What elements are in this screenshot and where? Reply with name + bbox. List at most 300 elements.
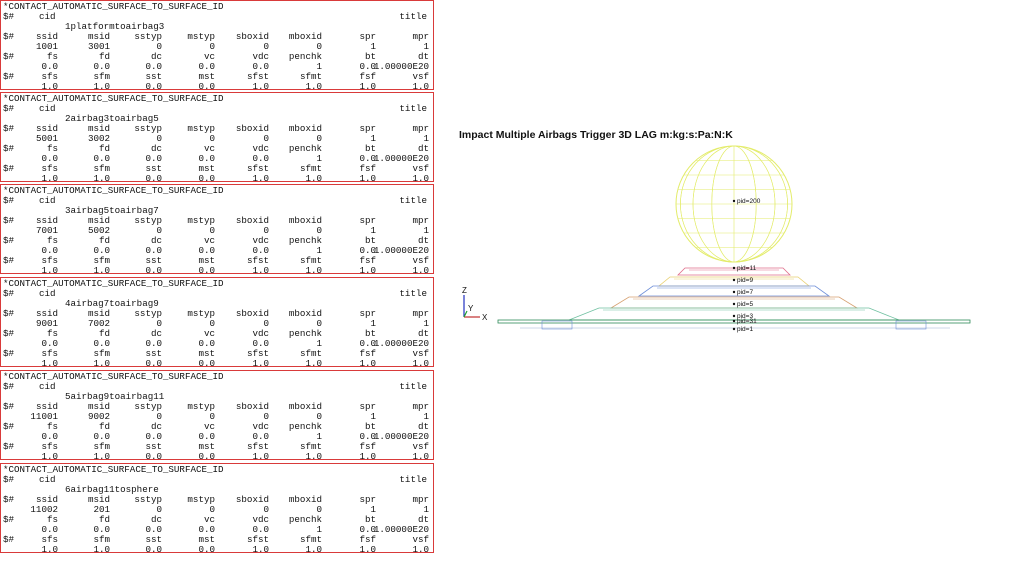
- field-value: 5001: [35, 133, 58, 144]
- field-header: vc: [203, 421, 215, 432]
- field-header: dt: [417, 51, 429, 62]
- field-value: 1: [316, 338, 322, 349]
- field-header: sfm: [93, 163, 110, 174]
- field-value: 0.0: [198, 153, 215, 164]
- field-header: vc: [203, 514, 215, 525]
- field-value: 0.0: [198, 338, 215, 349]
- field-value: 0: [263, 41, 269, 52]
- field-header: ssid: [35, 494, 58, 505]
- field-header: bt: [364, 328, 376, 339]
- field-value: 0.0: [93, 153, 110, 164]
- field-value: 201: [93, 504, 110, 515]
- field-header: sfst: [246, 534, 269, 545]
- field-header: dc: [150, 514, 162, 525]
- contact-name: 1platformtoairbag3: [65, 21, 165, 32]
- field-value: 0.0: [198, 524, 215, 535]
- field-value: 0: [263, 133, 269, 144]
- comment-prefix: $#: [3, 195, 15, 206]
- field-header: mstyp: [187, 494, 215, 505]
- field-value: 0.0: [93, 245, 110, 256]
- field-header: penchk: [288, 514, 322, 525]
- field-value: 1: [423, 133, 429, 144]
- field-value: 1.00000E20: [373, 338, 429, 349]
- field-value: 0.0: [145, 153, 162, 164]
- field-header: vsf: [412, 348, 429, 359]
- field-header: mboxid: [288, 308, 322, 319]
- comment-prefix: $#: [3, 11, 15, 22]
- field-header: sstyp: [134, 31, 162, 42]
- field-header: msid: [87, 215, 110, 226]
- card-line: [1, 266, 435, 276]
- field-header: vdc: [252, 51, 269, 62]
- field-header: fsf: [359, 163, 376, 174]
- field-header: ssid: [35, 31, 58, 42]
- field-value: 9001: [35, 318, 58, 329]
- axis-y-label: Y: [468, 304, 474, 313]
- field-header: sstyp: [134, 123, 162, 134]
- field-value: 0.0: [145, 524, 162, 535]
- contact-card[interactable]: [0, 463, 434, 553]
- field-value: 0.0: [145, 338, 162, 349]
- field-header: vc: [203, 143, 215, 154]
- field-value: 1.0: [412, 81, 429, 92]
- field-value: 0.0: [252, 431, 269, 442]
- field-header: sstyp: [134, 401, 162, 412]
- field-value: 1.0: [93, 358, 110, 369]
- field-value: 5002: [87, 225, 110, 236]
- field-value: 0: [316, 133, 322, 144]
- field-value: 1: [370, 41, 376, 52]
- field-value: 0: [263, 225, 269, 236]
- field-value: 7001: [35, 225, 58, 236]
- field-header: sboxid: [235, 123, 269, 134]
- field-value: 0: [156, 133, 162, 144]
- field-header: sfst: [246, 348, 269, 359]
- field-header: ssid: [35, 401, 58, 412]
- field-header: sfs: [41, 163, 58, 174]
- field-header: sst: [145, 348, 162, 359]
- field-header: mstyp: [187, 401, 215, 412]
- contact-name: 4airbag7toairbag9: [65, 298, 159, 309]
- field-value: 0: [156, 225, 162, 236]
- field-header: vdc: [252, 514, 269, 525]
- field-header: mst: [198, 71, 215, 82]
- model-viewport[interactable]: [450, 120, 1024, 350]
- field-value: 0.0: [198, 173, 215, 184]
- field-value: 1: [370, 133, 376, 144]
- field-header: sboxid: [235, 31, 269, 42]
- field-header: penchk: [288, 143, 322, 154]
- row-prefix: $#: [3, 215, 15, 226]
- field-header: mstyp: [187, 31, 215, 42]
- field-header: mpr: [412, 494, 429, 505]
- field-value: 0.0: [252, 338, 269, 349]
- field-value: 0.0: [198, 61, 215, 72]
- field-value: 9002: [87, 411, 110, 422]
- row-prefix: $#: [3, 328, 15, 339]
- field-header: fsf: [359, 71, 376, 82]
- field-value: 1.0: [93, 451, 110, 462]
- field-header: sfs: [41, 441, 58, 452]
- field-header: vdc: [252, 328, 269, 339]
- field-value: 1.00000E20: [373, 153, 429, 164]
- row-prefix: $#: [3, 255, 15, 266]
- field-value: 1.0: [305, 451, 322, 462]
- field-header: dt: [417, 421, 429, 432]
- row-prefix: $#: [3, 308, 15, 319]
- field-header: spr: [359, 123, 376, 134]
- viewport-title: Impact Multiple Airbags Trigger 3D LAG m:kg:s:Pa:N:K: [459, 129, 733, 141]
- field-header: ssid: [35, 308, 58, 319]
- pid-marker: [733, 279, 735, 281]
- keyword-label: *CONTACT_AUTOMATIC_SURFACE_TO_SURFACE_ID: [3, 93, 224, 104]
- field-value: 0: [156, 41, 162, 52]
- field-header: mpr: [412, 308, 429, 319]
- field-value: 0.0: [198, 431, 215, 442]
- field-header: sfst: [246, 255, 269, 266]
- field-header: vsf: [412, 163, 429, 174]
- field-value: 11002: [30, 504, 58, 515]
- row-prefix: $#: [3, 494, 15, 505]
- field-value: 0: [316, 225, 322, 236]
- pid-label: pid=7: [737, 289, 754, 296]
- field-value: 1: [423, 504, 429, 515]
- field-header: msid: [87, 308, 110, 319]
- field-value: 1: [423, 318, 429, 329]
- field-value: 0.0: [359, 153, 376, 164]
- field-value: 0.0: [198, 265, 215, 276]
- model-scene[interactable]: [450, 120, 1024, 350]
- field-value: 0.0: [145, 81, 162, 92]
- field-header: fs: [46, 514, 58, 525]
- field-header: dc: [150, 143, 162, 154]
- field-header: dt: [417, 143, 429, 154]
- field-header: mboxid: [288, 215, 322, 226]
- field-value: 0.0: [93, 524, 110, 535]
- field-header: mst: [198, 534, 215, 545]
- row-prefix: $#: [3, 514, 15, 525]
- pid-label: pid=1: [737, 326, 754, 333]
- row-prefix: $#: [3, 401, 15, 412]
- field-value: 0: [209, 133, 215, 144]
- field-header: vdc: [252, 143, 269, 154]
- keyword-label: *CONTACT_AUTOMATIC_SURFACE_TO_SURFACE_ID: [3, 371, 224, 382]
- field-header: mpr: [412, 401, 429, 412]
- field-value: 1.0: [252, 544, 269, 555]
- field-header: mst: [198, 441, 215, 452]
- field-header: msid: [87, 494, 110, 505]
- field-header: sboxid: [235, 401, 269, 412]
- field-value: 0.0: [145, 173, 162, 184]
- field-header: vdc: [252, 421, 269, 432]
- field-value: 1.0: [359, 358, 376, 369]
- field-value: 1.0: [252, 451, 269, 462]
- keyword-label: *CONTACT_AUTOMATIC_SURFACE_TO_SURFACE_ID: [3, 185, 224, 196]
- pid-label: pid=200: [737, 198, 761, 205]
- field-header: mboxid: [288, 31, 322, 42]
- field-header: sfs: [41, 255, 58, 266]
- field-value: 1: [370, 318, 376, 329]
- card-line: [1, 452, 435, 462]
- cid-label: cid: [39, 288, 56, 299]
- field-value: 0.0: [252, 61, 269, 72]
- field-value: 0.0: [198, 358, 215, 369]
- field-header: sfm: [93, 441, 110, 452]
- field-value: 1.0: [305, 173, 322, 184]
- field-header: bt: [364, 235, 376, 246]
- title-label: title: [399, 103, 427, 114]
- field-header: sfm: [93, 71, 110, 82]
- field-header: penchk: [288, 235, 322, 246]
- pid-marker: [733, 320, 735, 322]
- field-header: sfst: [246, 441, 269, 452]
- field-header: bt: [364, 51, 376, 62]
- field-value: 0.0: [359, 61, 376, 72]
- row-prefix: $#: [3, 441, 15, 452]
- field-header: sfmt: [299, 348, 322, 359]
- field-value: 1.0: [93, 173, 110, 184]
- keyword-file-panel: [0, 0, 436, 558]
- field-header: sfs: [41, 348, 58, 359]
- title-label: title: [399, 288, 427, 299]
- field-value: 0.0: [252, 245, 269, 256]
- pid-marker: [733, 315, 735, 317]
- field-header: sfmt: [299, 534, 322, 545]
- field-header: sboxid: [235, 308, 269, 319]
- pid-label: pid=9: [737, 277, 754, 284]
- field-header: mboxid: [288, 494, 322, 505]
- field-header: sfs: [41, 534, 58, 545]
- field-value: 1.0: [359, 173, 376, 184]
- row-prefix: $#: [3, 143, 15, 154]
- field-value: 1.0: [252, 265, 269, 276]
- field-value: 0.0: [252, 524, 269, 535]
- field-header: penchk: [288, 328, 322, 339]
- pid-marker: [733, 303, 735, 305]
- field-value: 1.00000E20: [373, 61, 429, 72]
- field-header: mstyp: [187, 123, 215, 134]
- field-value: 0.0: [198, 245, 215, 256]
- field-value: 1.0: [252, 173, 269, 184]
- field-header: dc: [150, 235, 162, 246]
- field-value: 0.0: [145, 358, 162, 369]
- field-value: 0.0: [359, 431, 376, 442]
- field-header: mpr: [412, 123, 429, 134]
- field-header: fs: [46, 235, 58, 246]
- field-value: 1: [423, 411, 429, 422]
- field-header: spr: [359, 308, 376, 319]
- field-value: 0.0: [145, 544, 162, 555]
- field-value: 1.0: [412, 358, 429, 369]
- field-value: 11001: [30, 411, 58, 422]
- pid-label: pid=5: [737, 301, 754, 308]
- card-line: [1, 359, 435, 369]
- field-value: 1.0: [41, 544, 58, 555]
- field-value: 0: [209, 411, 215, 422]
- field-value: 0.0: [252, 153, 269, 164]
- field-value: 0.0: [145, 451, 162, 462]
- field-value: 0: [209, 41, 215, 52]
- field-header: sstyp: [134, 308, 162, 319]
- field-value: 1.0: [41, 173, 58, 184]
- field-header: vdc: [252, 235, 269, 246]
- field-value: 7002: [87, 318, 110, 329]
- comment-prefix: $#: [3, 103, 15, 114]
- contact-card[interactable]: [0, 92, 434, 182]
- field-value: 0.0: [145, 431, 162, 442]
- field-value: 0.0: [41, 431, 58, 442]
- field-value: 0: [156, 411, 162, 422]
- field-value: 1.0: [359, 265, 376, 276]
- field-value: 1.0: [41, 358, 58, 369]
- field-value: 1: [316, 431, 322, 442]
- field-value: 0.0: [198, 81, 215, 92]
- keyword-label: *CONTACT_AUTOMATIC_SURFACE_TO_SURFACE_ID: [3, 464, 224, 475]
- field-value: 1.0: [412, 544, 429, 555]
- field-header: vsf: [412, 71, 429, 82]
- field-header: fs: [46, 143, 58, 154]
- field-value: 1.00000E20: [373, 245, 429, 256]
- card-line: [1, 465, 435, 475]
- axis-x-label: X: [482, 313, 488, 322]
- field-header: mpr: [412, 215, 429, 226]
- field-header: msid: [87, 31, 110, 42]
- field-header: sst: [145, 71, 162, 82]
- field-header: spr: [359, 215, 376, 226]
- field-header: penchk: [288, 51, 322, 62]
- field-header: bt: [364, 143, 376, 154]
- field-value: 1.0: [359, 451, 376, 462]
- field-header: fd: [98, 235, 110, 246]
- field-value: 1.0: [93, 544, 110, 555]
- row-prefix: $#: [3, 348, 15, 359]
- contact-name: 3airbag5toairbag7: [65, 205, 159, 216]
- field-header: spr: [359, 494, 376, 505]
- field-header: dc: [150, 328, 162, 339]
- field-value: 3001: [87, 41, 110, 52]
- field-value: 1.0: [412, 173, 429, 184]
- pid-marker: [733, 267, 735, 269]
- field-header: fd: [98, 421, 110, 432]
- card-line: [1, 174, 435, 184]
- field-header: mst: [198, 348, 215, 359]
- field-header: fd: [98, 143, 110, 154]
- field-header: fsf: [359, 348, 376, 359]
- field-value: 0: [156, 504, 162, 515]
- field-header: fd: [98, 328, 110, 339]
- airbag-9: [659, 277, 809, 286]
- field-value: 1.0: [93, 265, 110, 276]
- field-header: spr: [359, 401, 376, 412]
- field-value: 1.0: [412, 265, 429, 276]
- field-header: msid: [87, 123, 110, 134]
- field-value: 1.0: [41, 451, 58, 462]
- field-header: sfmt: [299, 163, 322, 174]
- cid-label: cid: [39, 381, 56, 392]
- card-line: [1, 82, 435, 92]
- field-header: fs: [46, 328, 58, 339]
- field-header: fd: [98, 514, 110, 525]
- field-value: 0.0: [93, 338, 110, 349]
- row-prefix: $#: [3, 123, 15, 134]
- field-value: 0.0: [359, 524, 376, 535]
- row-prefix: $#: [3, 421, 15, 432]
- title-label: title: [399, 381, 427, 392]
- field-header: sfm: [93, 534, 110, 545]
- row-prefix: $#: [3, 534, 15, 545]
- field-header: vsf: [412, 255, 429, 266]
- contact-card[interactable]: [0, 370, 434, 460]
- row-prefix: $#: [3, 31, 15, 42]
- field-header: sfst: [246, 71, 269, 82]
- field-header: mpr: [412, 31, 429, 42]
- field-header: sfm: [93, 255, 110, 266]
- field-header: vsf: [412, 534, 429, 545]
- field-header: ssid: [35, 123, 58, 134]
- contact-card[interactable]: [0, 277, 434, 367]
- field-value: 1.0: [252, 81, 269, 92]
- field-value: 1: [316, 61, 322, 72]
- field-value: 1: [423, 225, 429, 236]
- airbag-5: [611, 297, 857, 308]
- field-header: fsf: [359, 441, 376, 452]
- field-header: sst: [145, 163, 162, 174]
- contact-name: 6airbag11tosphere: [65, 484, 159, 495]
- field-header: ssid: [35, 215, 58, 226]
- field-value: 1: [370, 504, 376, 515]
- contact-card[interactable]: [0, 184, 434, 274]
- field-value: 0.0: [359, 245, 376, 256]
- field-value: 0.0: [41, 153, 58, 164]
- field-header: mboxid: [288, 123, 322, 134]
- field-value: 0.0: [198, 544, 215, 555]
- field-header: dt: [417, 328, 429, 339]
- field-header: mst: [198, 255, 215, 266]
- field-value: 1.0: [305, 265, 322, 276]
- field-header: sst: [145, 534, 162, 545]
- field-value: 1.0: [252, 358, 269, 369]
- field-header: sfm: [93, 348, 110, 359]
- cid-label: cid: [39, 11, 56, 22]
- field-header: fsf: [359, 534, 376, 545]
- field-header: sfmt: [299, 71, 322, 82]
- field-value: 0: [209, 318, 215, 329]
- field-value: 0.0: [198, 451, 215, 462]
- field-value: 1001: [35, 41, 58, 52]
- row-prefix: $#: [3, 235, 15, 246]
- field-value: 0.0: [41, 524, 58, 535]
- field-value: 0.0: [145, 265, 162, 276]
- field-header: sfmt: [299, 441, 322, 452]
- field-header: bt: [364, 421, 376, 432]
- pid-label: pid=11: [737, 265, 757, 272]
- contact-card[interactable]: [0, 0, 434, 90]
- field-header: vc: [203, 328, 215, 339]
- title-label: title: [399, 11, 427, 22]
- field-header: fs: [46, 421, 58, 432]
- card-line: [1, 2, 435, 12]
- keyword-label: *CONTACT_AUTOMATIC_SURFACE_TO_SURFACE_ID: [3, 278, 224, 289]
- field-value: 1.0: [93, 81, 110, 92]
- field-value: 1.00000E20: [373, 524, 429, 535]
- row-prefix: $#: [3, 163, 15, 174]
- field-value: 0.0: [41, 338, 58, 349]
- field-header: vsf: [412, 441, 429, 452]
- field-header: mst: [198, 163, 215, 174]
- field-header: vc: [203, 235, 215, 246]
- field-value: 1.0: [412, 451, 429, 462]
- field-header: fsf: [359, 255, 376, 266]
